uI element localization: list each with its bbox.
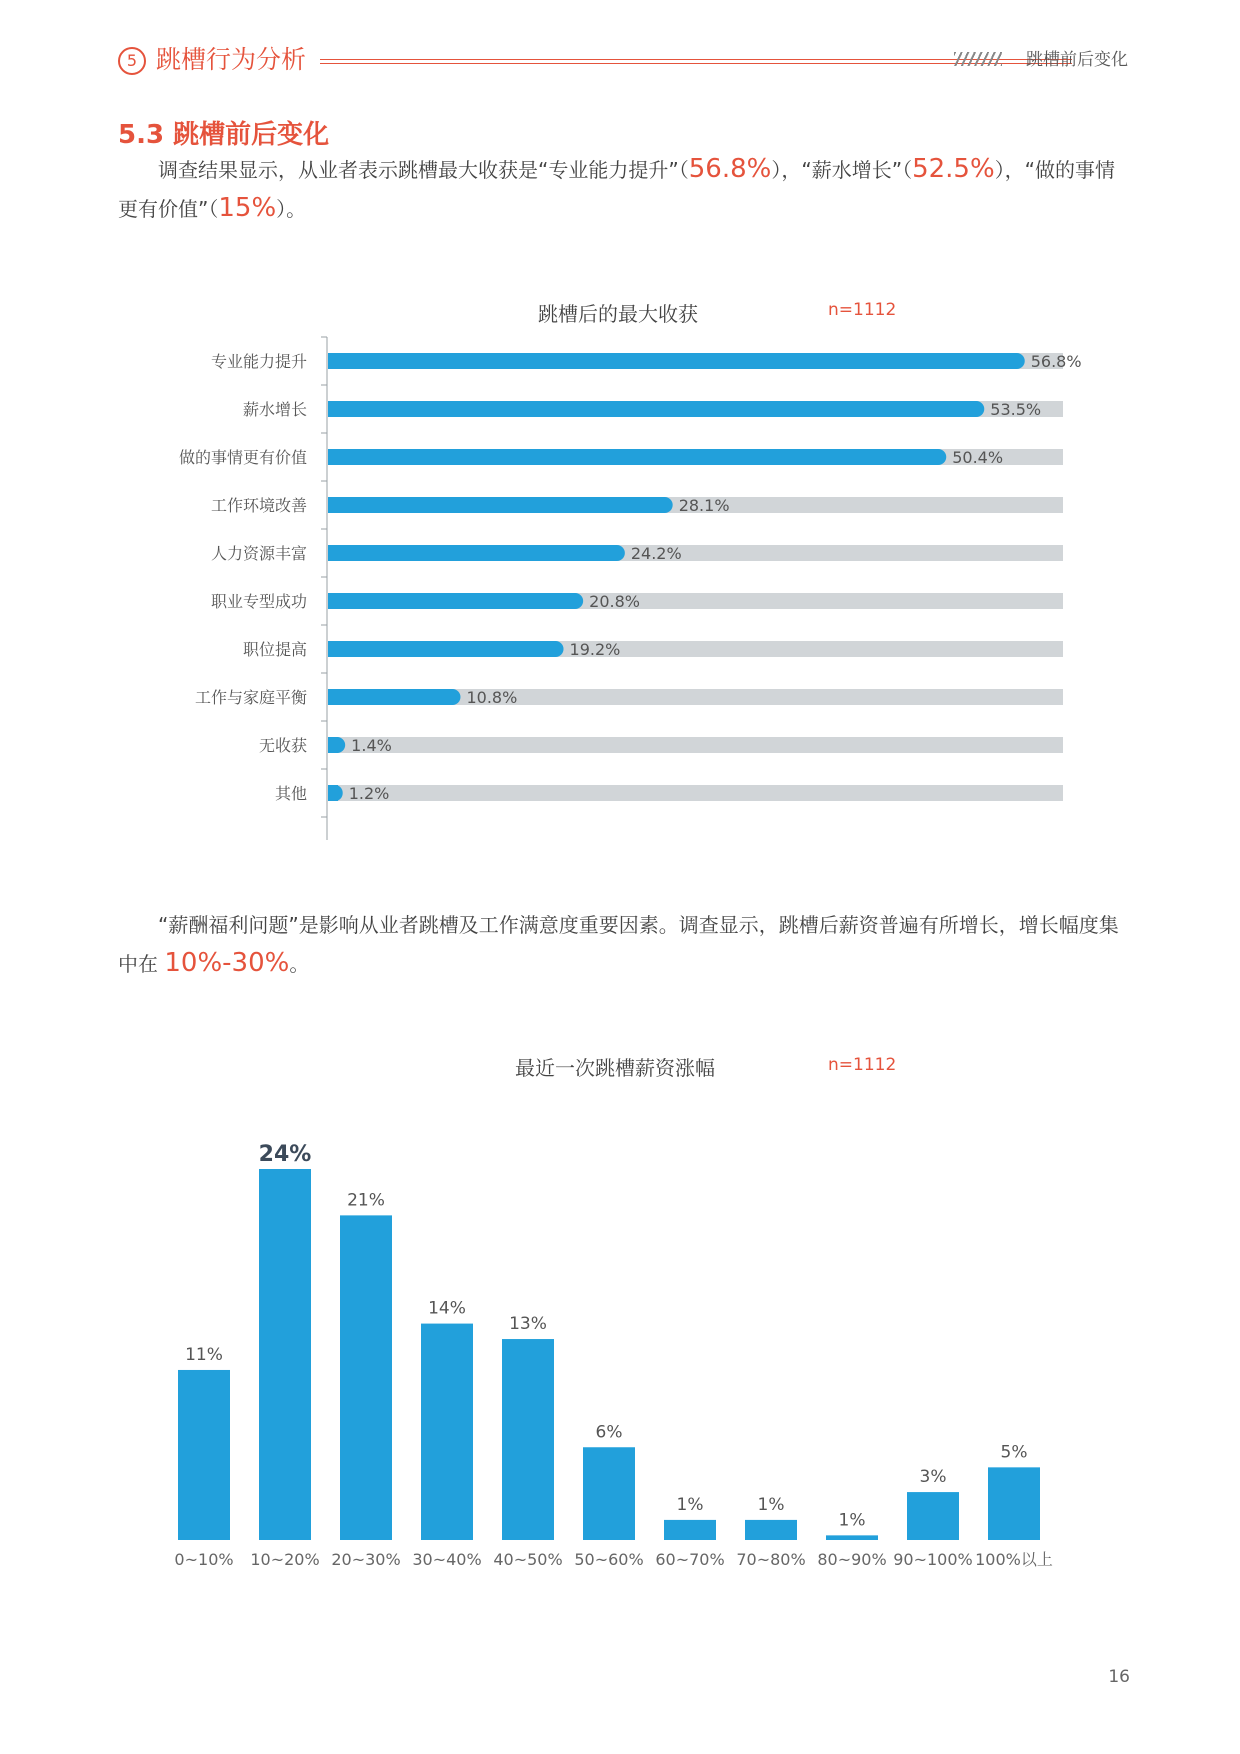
summary-paragraph-1 <box>118 150 1128 228</box>
chart1-bar-square-start <box>328 545 338 561</box>
chapter-title: 跳槽行为分析 <box>156 45 307 74</box>
header-section-label: 跳槽前后变化 <box>1026 50 1128 70</box>
chart1-bar-square-start <box>328 737 338 753</box>
para2-highlight-1: 10%-30% <box>164 948 290 978</box>
chart2-category-label: 100%以上 <box>975 1550 1053 1569</box>
section-title: 5.3 跳槽前后变化 <box>118 120 330 150</box>
chart2-value-label: 14% <box>428 1298 466 1319</box>
chart1-bar <box>328 545 625 561</box>
chart1-category-label: 人力资源丰富 <box>210 544 307 563</box>
chart2-bar <box>259 1169 311 1540</box>
chart2-category-label: 0~10% <box>174 1550 234 1569</box>
chart2-value-label: 21% <box>347 1190 385 1211</box>
chart2-category-label: 40~50% <box>493 1550 563 1569</box>
chart1-bar <box>328 689 460 705</box>
chart1-bar <box>328 497 673 513</box>
chart1-value-label: 1.4% <box>351 736 392 755</box>
para2-text-2: 。 <box>289 952 310 976</box>
chart1-bar-track <box>328 737 1063 753</box>
chart1-category-label: 专业能力提升 <box>210 352 307 371</box>
chart1-horizontal-bar-chart <box>0 330 1240 850</box>
para1-highlight-3: 15% <box>218 193 277 223</box>
chart1-sample-size: n=1112 <box>828 300 897 320</box>
chart1-value-label: 10.8% <box>466 688 518 707</box>
chart2-title: 最近一次跳槽薪资涨幅 <box>515 1056 715 1080</box>
chart2-category-label: 20~30% <box>331 1550 401 1569</box>
chart2-category-label: 30~40% <box>412 1550 482 1569</box>
chart1-category-label: 做的事情更有价值 <box>178 448 307 467</box>
section-number-badge: 5 <box>118 47 146 75</box>
chart1-title: 跳槽后的最大收获 <box>538 302 698 326</box>
chart1-value-label: 28.1% <box>678 496 730 515</box>
chart1-bar-square-start <box>328 449 338 465</box>
chart2-value-label: 13% <box>509 1314 547 1335</box>
chart2-bar <box>907 1492 959 1540</box>
chart2-category-label: 50~60% <box>574 1550 644 1569</box>
chart1-bar <box>328 401 984 417</box>
chart1-category-label: 工作环境改善 <box>210 496 307 515</box>
chart2-category-label: 90~100% <box>893 1550 973 1569</box>
chart1-bar-square-start <box>328 641 338 657</box>
chart2-value-label: 1% <box>838 1510 866 1531</box>
chart1-bar-square-start <box>328 353 338 369</box>
chart2-vertical-bar-chart <box>0 1070 1240 1590</box>
chart2-category-label: 10~20% <box>250 1550 320 1569</box>
chart2-value-label: 5% <box>1000 1442 1028 1463</box>
chart1-value-label: 24.2% <box>630 544 682 563</box>
chart1-bar <box>328 641 564 657</box>
chart2-value-label: 6% <box>595 1422 623 1443</box>
chart2-value-label: 24% <box>258 1142 312 1167</box>
chart1-value-label: 53.5% <box>990 400 1042 419</box>
chart2-bar <box>421 1324 473 1540</box>
chart1-value-label: 20.8% <box>589 592 640 611</box>
chart1-bar <box>328 449 946 465</box>
chart2-bar <box>988 1467 1040 1540</box>
chart1-value-label: 50.4% <box>952 448 1004 467</box>
chart2-category-label: 60~70% <box>655 1550 725 1569</box>
para1-highlight-2: 52.5% <box>912 154 995 184</box>
page-header <box>118 44 1128 78</box>
hatch-decoration <box>954 52 1002 66</box>
para1-text-2: ），“薪水增长”（ <box>771 158 913 182</box>
chart2-bar <box>583 1447 635 1540</box>
chart2-bar <box>340 1215 392 1540</box>
chart1-bar-square-start <box>328 785 338 801</box>
summary-paragraph-2 <box>118 906 1128 983</box>
chart1-bar-square-start <box>328 497 338 513</box>
chart2-value-label: 1% <box>676 1494 704 1515</box>
chart1-category-label: 职位提高 <box>242 640 307 659</box>
para1-text-1: 调查结果显示，从业者表示跳槽最大收获是“专业能力提升”（ <box>158 158 689 182</box>
chart1-value-label: 56.8% <box>1030 352 1082 371</box>
chart1-category-label: 薪水增长 <box>242 400 307 419</box>
chart1-bar-square-start <box>328 689 338 705</box>
chart2-category-label: 80~90% <box>817 1550 887 1569</box>
para1-text-3: ），“做的事情更有价值”（ <box>118 158 1116 221</box>
chart1-category-label: 其他 <box>274 784 307 803</box>
chart2-value-label: 3% <box>919 1467 947 1488</box>
para1-text-4: ）。 <box>276 197 307 221</box>
chart2-category-label: 70~80% <box>736 1550 806 1569</box>
para1-highlight-1: 56.8% <box>688 154 772 184</box>
chart2-bar <box>502 1339 554 1540</box>
chart1-bar-square-start <box>328 401 338 417</box>
chart1-value-label: 1.2% <box>348 784 390 803</box>
chart2-value-label: 11% <box>185 1344 223 1365</box>
chart2-bar <box>745 1520 797 1540</box>
chart1-bar <box>328 593 583 609</box>
chart1-bar-square-start <box>328 593 338 609</box>
chart2-sample-size: n=1112 <box>828 1055 897 1075</box>
chart1-value-label: 19.2% <box>569 640 621 659</box>
chart2-bar <box>178 1370 230 1540</box>
chart1-category-label: 工作与家庭平衡 <box>194 688 307 707</box>
chart1-bar-track <box>328 785 1063 801</box>
chart2-bar <box>826 1535 878 1540</box>
chart1-category-label: 职业专型成功 <box>210 592 307 611</box>
chart2-bar <box>664 1520 716 1540</box>
chart1-category-label: 无收获 <box>258 736 307 755</box>
para2-text-1: “薪酬福利问题”是影响从业者跳槽及工作满意度重要因素。调查显示，跳槽后薪资普遍有所增长，增长幅度集中在 <box>118 913 1119 976</box>
page-number: 16 <box>1108 1667 1130 1687</box>
chart1-bar <box>328 353 1025 369</box>
chart2-value-label: 1% <box>757 1494 785 1515</box>
